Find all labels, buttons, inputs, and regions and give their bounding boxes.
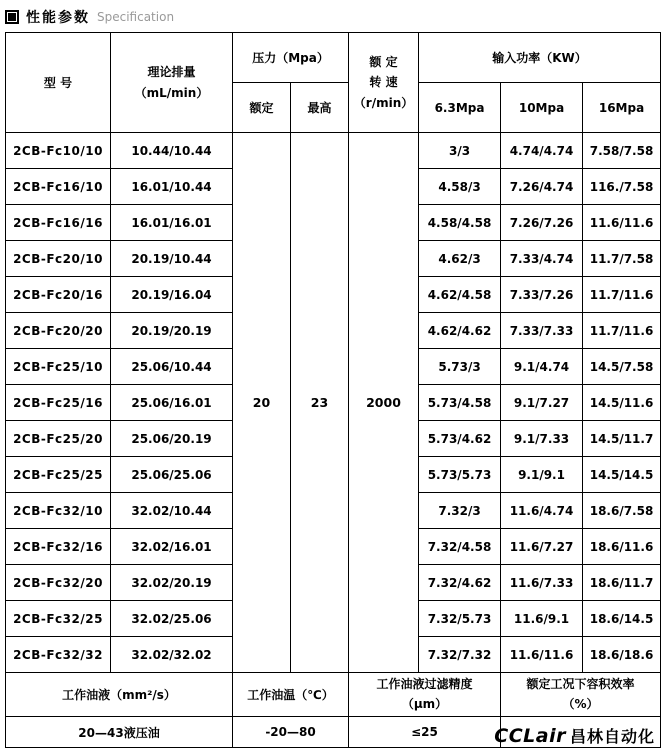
cell-model: 2CB-Fc16/10 [6,169,111,205]
cell-power-63mpa: 4.62/4.58 [419,277,501,313]
cell-power-63mpa: 5.73/4.58 [419,385,501,421]
cell-model: 2CB-Fc25/10 [6,349,111,385]
cell-displacement: 25.06/20.19 [111,421,233,457]
col-header-pressure: 压力（Mpa） [233,33,349,83]
cell-model: 2CB-Fc10/10 [6,133,111,169]
col-header-speed [349,33,419,133]
cell-power-16mpa: 18.6/7.58 [583,493,661,529]
cell-model: 2CB-Fc20/20 [6,313,111,349]
col-header-pressure-rated: 额定 [233,83,291,133]
cell-displacement: 16.01/16.01 [111,205,233,241]
cell-power-16mpa: 14.5/14.5 [583,457,661,493]
col-header-power-16mpa: 16Mpa [583,83,661,133]
cell-power-63mpa: 5.73/5.73 [419,457,501,493]
section-title-en: Specification [97,10,175,24]
filter-label-line1: 工作油液过滤精度 [376,677,473,692]
cell-pressure-max-merged: 23 [291,133,349,673]
footer-temp-value: -20—80 [233,717,349,748]
watermark-brand: CCLair [494,725,566,747]
cell-displacement: 32.02/25.06 [111,601,233,637]
cell-power-63mpa: 4.58/3 [419,169,501,205]
cell-speed-merged: 2000 [349,133,419,673]
col-header-power-10mpa: 10Mpa [501,83,583,133]
footer-oil-value: 20—43液压油 [6,717,233,748]
cell-power-10mpa: 4.74/4.74 [501,133,583,169]
cell-displacement: 20.19/16.04 [111,277,233,313]
cell-power-63mpa: 4.58/4.58 [419,205,501,241]
speed-label-line3: （r/min） [353,95,414,110]
spec-table [5,32,661,748]
cell-power-16mpa: 11.6/11.6 [583,205,661,241]
col-header-power-63mpa: 6.3Mpa [419,83,501,133]
speed-label-line1: 额 定 [369,54,398,69]
cell-power-63mpa: 7.32/7.32 [419,637,501,673]
cell-power-10mpa: 9.1/7.33 [501,421,583,457]
table-row [6,133,661,169]
footer-filter-value: ≤25 [349,717,501,748]
cell-power-16mpa: 116./7.58 [583,169,661,205]
cell-power-16mpa: 14.5/7.58 [583,349,661,385]
watermark-logo [494,724,655,747]
cell-power-10mpa: 9.1/9.1 [501,457,583,493]
cell-model: 2CB-Fc32/32 [6,637,111,673]
cell-model: 2CB-Fc32/16 [6,529,111,565]
speed-label-line2: 转 速 [369,75,398,90]
displacement-label-line1: 理论排量 [147,65,196,80]
cell-model: 2CB-Fc20/10 [6,241,111,277]
cell-model: 2CB-Fc20/16 [6,277,111,313]
col-header-pressure-max: 最高 [291,83,349,133]
cell-displacement: 32.02/32.02 [111,637,233,673]
cell-power-10mpa: 9.1/7.27 [501,385,583,421]
watermark-company-name: 昌林自动化 [569,727,655,746]
cell-displacement: 10.44/10.44 [111,133,233,169]
cell-power-10mpa: 11.6/9.1 [501,601,583,637]
cell-power-10mpa: 7.26/4.74 [501,169,583,205]
cell-power-63mpa: 7.32/4.62 [419,565,501,601]
cell-power-63mpa: 4.62/4.62 [419,313,501,349]
footer-label-row [6,673,661,717]
cell-power-10mpa: 11.6/7.27 [501,529,583,565]
cell-power-10mpa: 11.6/4.74 [501,493,583,529]
cell-power-63mpa: 7.32/5.73 [419,601,501,637]
cell-power-63mpa: 5.73/3 [419,349,501,385]
section-title-cn: 性能参数 [26,10,90,26]
cell-displacement: 32.02/10.44 [111,493,233,529]
cell-model: 2CB-Fc32/10 [6,493,111,529]
cell-power-63mpa: 7.32/3 [419,493,501,529]
cell-model: 2CB-Fc32/25 [6,601,111,637]
spec-table-body [6,133,661,673]
cell-power-10mpa: 7.26/7.26 [501,205,583,241]
cell-model: 2CB-Fc25/20 [6,421,111,457]
cell-power-16mpa: 18.6/14.5 [583,601,661,637]
cell-power-63mpa: 5.73/4.62 [419,421,501,457]
cell-model: 2CB-Fc32/20 [6,565,111,601]
section-title [5,6,660,28]
cell-power-63mpa: 3/3 [419,133,501,169]
cell-power-16mpa: 7.58/7.58 [583,133,661,169]
cell-power-10mpa: 7.33/4.74 [501,241,583,277]
displacement-label-line2: （mL/min） [134,85,209,100]
cell-power-63mpa: 7.32/4.58 [419,529,501,565]
cell-power-10mpa: 11.6/7.33 [501,565,583,601]
section-marker-icon [5,10,19,24]
cell-power-16mpa: 14.5/11.6 [583,385,661,421]
cell-pressure-rated-merged: 20 [233,133,291,673]
cell-power-16mpa: 11.7/11.6 [583,313,661,349]
cell-model: 2CB-Fc25/16 [6,385,111,421]
cell-displacement: 20.19/10.44 [111,241,233,277]
cell-power-10mpa: 7.33/7.33 [501,313,583,349]
footer-filter-label [349,673,501,717]
cell-displacement: 32.02/16.01 [111,529,233,565]
cell-power-16mpa: 11.7/7.58 [583,241,661,277]
cell-displacement: 32.02/20.19 [111,565,233,601]
cell-power-10mpa: 9.1/4.74 [501,349,583,385]
footer-oil-label: 工作油液（mm²/s） [6,673,233,717]
cell-power-16mpa: 18.6/11.7 [583,565,661,601]
cell-power-10mpa: 7.33/7.26 [501,277,583,313]
cell-displacement: 20.19/20.19 [111,313,233,349]
cell-displacement: 25.06/10.44 [111,349,233,385]
cell-displacement: 25.06/16.01 [111,385,233,421]
col-header-model: 型 号 [6,33,111,133]
col-header-displacement [111,33,233,133]
cell-power-16mpa: 14.5/11.7 [583,421,661,457]
cell-power-10mpa: 11.6/11.6 [501,637,583,673]
efficiency-label-line1: 额定工况下容积效率 [526,677,635,692]
filter-label-line2: （μm） [401,696,448,711]
cell-displacement: 25.06/25.06 [111,457,233,493]
header-row-top [6,33,661,83]
footer-temp-label: 工作油温（℃） [233,673,349,717]
cell-displacement: 16.01/10.44 [111,169,233,205]
cell-power-63mpa: 4.62/3 [419,241,501,277]
cell-power-16mpa: 18.6/11.6 [583,529,661,565]
cell-model: 2CB-Fc25/25 [6,457,111,493]
cell-power-16mpa: 18.6/18.6 [583,637,661,673]
efficiency-label-line2: （%） [562,696,599,711]
cell-model: 2CB-Fc16/16 [6,205,111,241]
cell-power-16mpa: 11.7/11.6 [583,277,661,313]
footer-efficiency-label [501,673,661,717]
col-header-power: 输入功率（KW） [419,33,661,83]
